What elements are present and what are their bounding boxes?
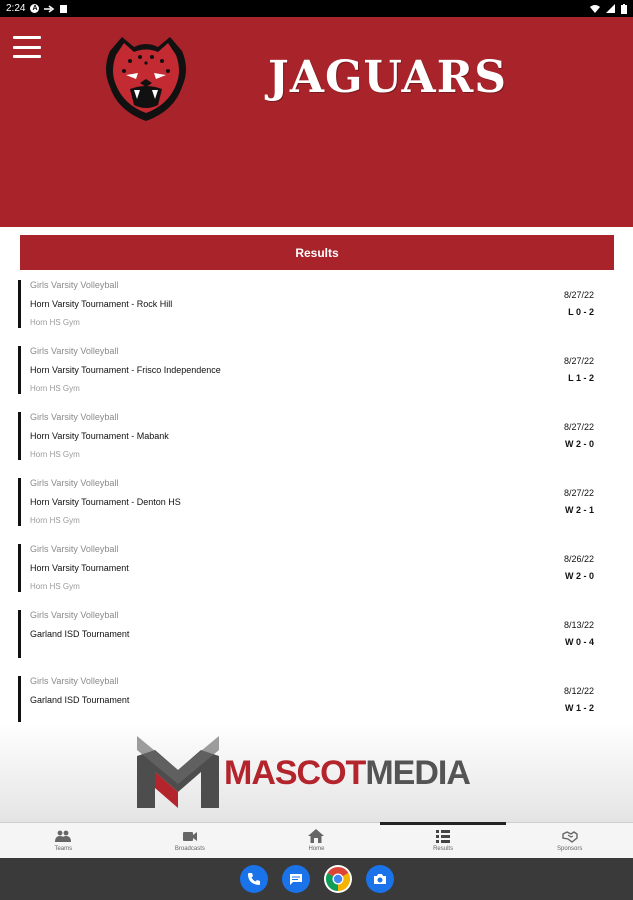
result-event: Garland ISD Tournament <box>30 695 130 705</box>
nav-results[interactable] <box>380 823 507 858</box>
result-accent-bar <box>18 544 21 592</box>
notification-icon: A <box>32 5 38 12</box>
result-venue: Horn HS Gym <box>30 318 80 327</box>
result-score: L 1 - 2 <box>568 373 594 383</box>
result-accent-bar <box>18 610 21 658</box>
result-accent-bar <box>18 346 21 394</box>
result-date: 8/27/22 <box>563 290 594 300</box>
result-sport: Girls Varsity Volleyball <box>30 280 119 290</box>
result-event: Garland ISD Tournament <box>30 629 130 639</box>
result-event: Horn Varsity Tournament <box>30 563 129 573</box>
result-accent-bar <box>18 478 21 526</box>
status-bar <box>0 0 633 17</box>
result-sport: Girls Varsity Volleyball <box>30 412 119 422</box>
result-score: W 1 - 2 <box>564 703 594 713</box>
result-event: Horn Varsity Tournament - Mabank <box>30 431 169 441</box>
bottom-nav <box>0 822 633 858</box>
result-date: 8/27/22 <box>563 356 594 366</box>
wifi-icon <box>590 5 600 13</box>
result-date: 8/12/22 <box>563 686 594 696</box>
nav-sponsors[interactable] <box>506 823 633 858</box>
nav-label: Broadcasts <box>174 846 205 852</box>
status-time: 2:24 <box>6 3 26 14</box>
result-score: W 2 - 0 <box>564 571 594 581</box>
camera-icon[interactable] <box>366 865 394 893</box>
result-sport: Girls Varsity Volleyball <box>30 346 119 356</box>
nav-teams[interactable] <box>0 823 127 858</box>
video-icon <box>182 829 198 843</box>
result-event: Horn Varsity Tournament - Frisco Independence <box>30 365 221 375</box>
result-score: L 0 - 2 <box>568 307 594 317</box>
messages-icon[interactable] <box>282 865 310 893</box>
result-score: W 0 - 4 <box>564 637 594 647</box>
jaguar-logo <box>100 33 192 123</box>
result-venue: Horn HS Gym <box>30 450 80 459</box>
home-icon <box>308 829 324 843</box>
result-row[interactable] <box>18 408 614 474</box>
result-row[interactable] <box>18 606 614 672</box>
result-sport: Girls Varsity Volleyball <box>30 610 119 620</box>
list-icon <box>435 829 451 843</box>
result-date: 8/27/22 <box>563 422 594 432</box>
result-date: 8/13/22 <box>563 620 594 630</box>
result-sport: Girls Varsity Volleyball <box>30 478 119 488</box>
result-accent-bar <box>18 280 21 328</box>
signal-icon <box>606 4 615 13</box>
teams-icon <box>55 829 71 843</box>
result-score: W 2 - 1 <box>564 505 594 515</box>
result-accent-bar <box>18 412 21 460</box>
result-sport: Girls Varsity Volleyball <box>30 676 119 686</box>
nav-label: Sponsors <box>556 846 583 852</box>
result-row[interactable] <box>18 276 614 342</box>
team-name: JAGUARS <box>268 52 508 103</box>
result-venue: Horn HS Gym <box>30 384 80 393</box>
nav-label: Results <box>433 846 454 852</box>
result-event: Horn Varsity Tournament - Denton HS <box>30 497 181 507</box>
cast-icon <box>44 5 55 13</box>
result-row[interactable] <box>18 474 614 540</box>
nav-home[interactable] <box>253 823 380 858</box>
result-accent-bar <box>18 676 21 724</box>
sd-card-icon <box>60 5 67 13</box>
app-header <box>0 17 633 227</box>
result-score: W 2 - 0 <box>564 439 594 449</box>
handshake-icon <box>562 829 578 843</box>
sponsor-banner[interactable] <box>0 722 633 822</box>
mascot-media-logo <box>137 736 219 808</box>
nav-label: Home <box>308 846 325 852</box>
result-event: Horn Varsity Tournament - Rock Hill <box>30 299 173 309</box>
sponsor-name <box>224 754 470 793</box>
result-date: 8/26/22 <box>563 554 594 564</box>
result-date: 8/27/22 <box>563 488 594 498</box>
results-title: Results <box>20 235 614 270</box>
result-row[interactable] <box>18 540 614 606</box>
battery-icon <box>621 4 627 14</box>
nav-label: Teams <box>54 846 73 852</box>
result-sport: Girls Varsity Volleyball <box>30 544 119 554</box>
phone-icon[interactable] <box>240 865 268 893</box>
chrome-icon[interactable] <box>324 865 352 893</box>
result-venue: Horn HS Gym <box>30 516 80 525</box>
nav-broadcasts[interactable] <box>127 823 254 858</box>
results-list <box>18 276 614 738</box>
menu-icon[interactable] <box>13 36 41 58</box>
sponsor-name-part2: MEDIA <box>365 754 470 792</box>
sponsor-name-part1: MASCOT <box>224 754 366 792</box>
result-venue: Horn HS Gym <box>30 582 80 591</box>
android-dock <box>0 858 633 900</box>
result-row[interactable] <box>18 342 614 408</box>
